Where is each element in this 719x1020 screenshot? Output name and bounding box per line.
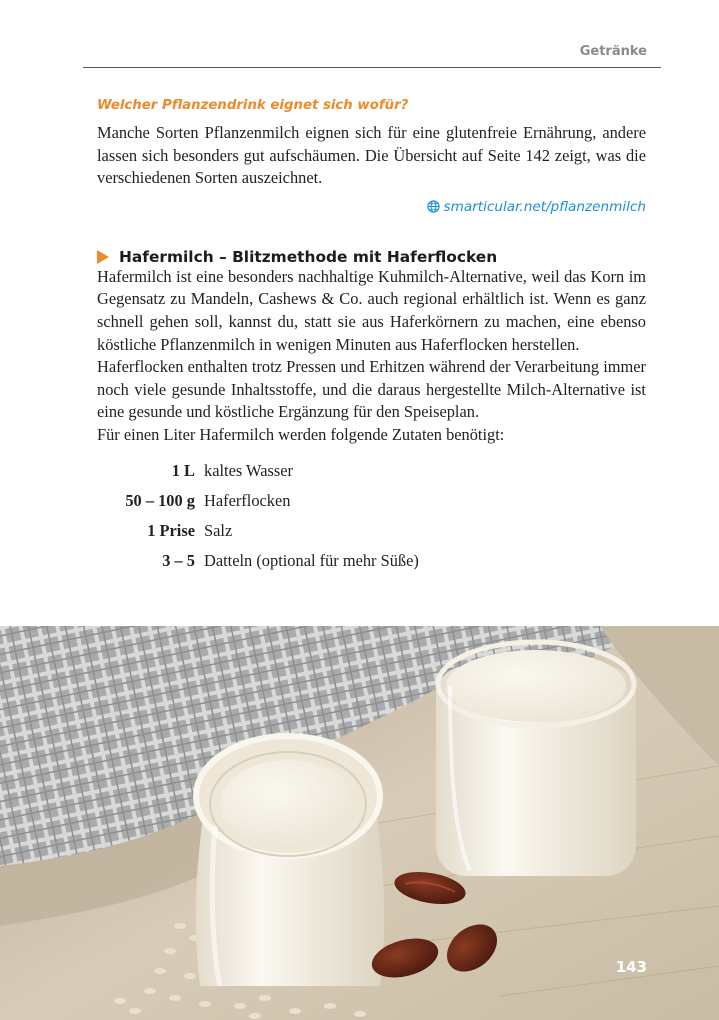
ingredient-row xyxy=(97,461,646,491)
ingredient-name: Datteln (optional für mehr Süße) xyxy=(204,550,419,570)
intro-heading: Welcher Pflanzendrink eignet sich wofür? xyxy=(97,98,409,113)
web-link[interactable] xyxy=(97,199,646,215)
globe-icon xyxy=(427,200,440,213)
page-number: 143 xyxy=(615,958,647,976)
ingredient-name: kaltes Wasser xyxy=(204,460,293,480)
section-heading xyxy=(97,248,646,266)
section-paragraph: Hafermilch ist eine besonders nachhaltige Kuhmilch-Alternative, weil das Korn im Gegensatz zu Mandeln, Cashews & Co. auch regional erhältlich ist. Wenn es ganz schnell gehen soll, kannst du, statt sie aus Haferkörnern zu machen, eine ebenso köstliche Pflanzenmilch in wenigen Minuten aus Haferflocken herstellen. xyxy=(97,266,646,354)
ingredient-name: Haferflocken xyxy=(204,490,291,510)
ingredient-quantity: 3 – 5 xyxy=(162,550,195,570)
running-title: Getränke xyxy=(579,44,647,59)
ingredient-quantity: 50 – 100 g xyxy=(125,490,195,510)
ingredient-name: Salz xyxy=(204,520,233,540)
intro-paragraph: Manche Sorten Pflanzenmilch eignen sich für eine glutenfreie Ernährung, andere lassen sich besonders gut aufschäumen. Die Übersicht auf Seite 142 zeigt, was die verschiedenen Sorten auszeichnet. xyxy=(97,123,646,188)
ingredient-list xyxy=(97,461,646,581)
section-heading-text: Hafermilch – Blitzmethode mit Haferflocken xyxy=(119,247,498,266)
ingredient-row xyxy=(97,521,646,551)
web-link-text[interactable]: smarticular.net/pflanzenmilch xyxy=(443,198,646,215)
oat-milk-photo xyxy=(0,626,719,1020)
ingredient-row xyxy=(97,551,646,581)
page-content xyxy=(97,98,646,581)
ingredient-quantity: 1 L xyxy=(171,460,195,480)
ingredient-row xyxy=(97,491,646,521)
triangle-arrow-icon xyxy=(97,250,109,264)
section-paragraph: Haferflocken enthalten trotz Pressen und Erhitzen während der Verarbeitung immer noch viele gesunde Inhaltsstoffe, und die daraus hergestellte Milch-Alternative ist eine gesunde und köstliche Ergänzung für den Speiseplan. xyxy=(97,357,646,422)
ingredient-quantity: 1 Prise xyxy=(147,520,195,540)
header-divider xyxy=(83,67,661,68)
section-paragraph: Für einen Liter Hafermilch werden folgende Zutaten benötigt: xyxy=(97,424,505,444)
